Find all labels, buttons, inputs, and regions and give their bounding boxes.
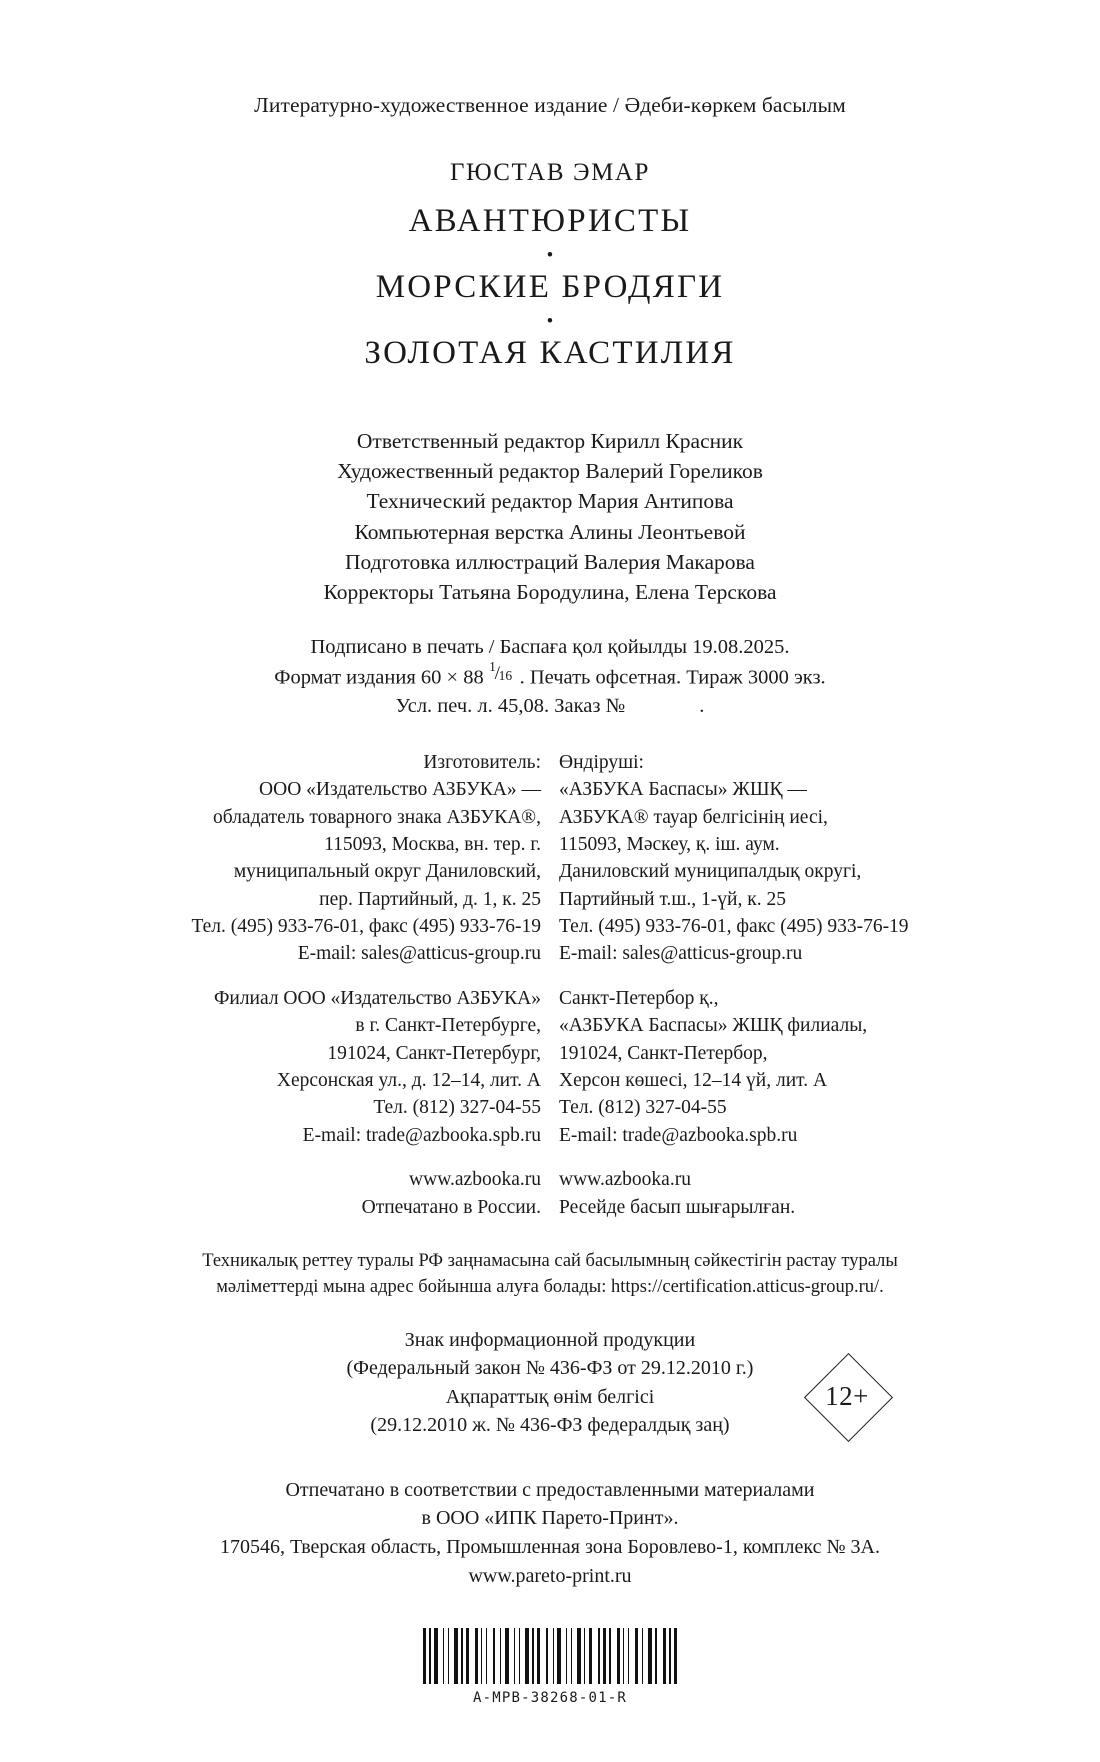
credit-line: Технический редактор Мария Антипова — [366, 489, 734, 514]
imprint-line: Отпечатано в России. — [361, 1196, 541, 1218]
credit-line: Компьютерная верстка Алины Леонтьевой — [354, 519, 746, 544]
imprint-line: Тел. (812) 327-04-55 — [373, 1097, 541, 1119]
imprint-line: 191024, Санкт-Петербор, — [559, 1042, 768, 1064]
book-title-1: АВАНТЮРИСТЫ — [408, 203, 692, 240]
credits-block — [0, 426, 1100, 607]
imprint-line: АЗБУКА® тауар белгісінің иесі, — [559, 806, 828, 828]
age-mark-line-2: (Федеральный закон № 436-ФЗ от 29.12.2010 г.) — [346, 1357, 754, 1380]
barcode-section — [0, 1628, 1100, 1706]
imprint-line: Тел. (495) 933-76-01, факс (495) 933-76-19 — [559, 916, 909, 938]
imprint-line: Даниловский муниципалдық округі, — [559, 861, 862, 883]
imprint-line: Ресейде басып шығарылған. — [559, 1196, 796, 1218]
imprint-block-manufacturer-ru — [181, 749, 541, 968]
barcode-image — [423, 1628, 678, 1684]
imprint-website-kz[interactable]: www.azbooka.ru — [559, 1169, 691, 1191]
age-mark-line-3: Ақпараттық өнім белгісі — [445, 1385, 655, 1408]
age-mark-line-4: (29.12.2010 ж. № 436-ФЗ федералдық заң) — [370, 1414, 730, 1437]
imprint-email-moscow-kz[interactable]: E-mail: sales@atticus-group.ru — [559, 943, 803, 965]
signed-to-print-line: Подписано в печать / Баспаға қол қойылды 19.08.2025. — [310, 636, 790, 659]
imprint-block-web-kz — [559, 1166, 919, 1221]
imprint-email-spb-ru[interactable]: E-mail: trade@azbooka.spb.ru — [302, 1124, 541, 1146]
imprint-line: Тел. (812) 327-04-55 — [559, 1097, 727, 1119]
certification-link-line[interactable]: мәліметтерді мына адрес бойынша алуға болады: https://certification.atticus-group.ru/. — [216, 1277, 884, 1298]
title-separator-dot-1: • — [546, 244, 554, 266]
printing-house-block — [0, 1476, 1100, 1590]
format-suffix: . Печать офсетная. Тираж 3000 экз. — [519, 666, 826, 689]
book-title-2: МОРСКИЕ БРОДЯГИ — [375, 269, 725, 306]
imprint-website-ru[interactable]: www.azbooka.ru — [409, 1169, 541, 1191]
imprint-column-kazakh — [550, 749, 919, 1221]
printer-website[interactable]: www.pareto-print.ru — [468, 1564, 632, 1587]
fraction-denominator: 16 — [498, 668, 513, 684]
sheets-period: . — [699, 695, 705, 718]
certification-note — [0, 1248, 1100, 1301]
imprint-two-columns — [0, 749, 1100, 1221]
imprint-line: 191024, Санкт-Петербург, — [327, 1042, 541, 1064]
imprint-line: Партийный т.ш., 1-үй, к. 25 — [559, 888, 786, 910]
printer-line-2: в ООО «ИПК Парето-Принт». — [421, 1507, 679, 1530]
fraction-numerator: 1 — [489, 658, 496, 674]
age-rating-label: 12+ — [825, 1381, 869, 1412]
credit-line: Художественный редактор Валерий Гореликов — [337, 459, 763, 484]
imprint-line: в г. Санкт-Петербурге, — [355, 1015, 541, 1037]
print-data-block — [0, 633, 1100, 721]
printer-line-1: Отпечатано в соответствии с предоставленными материалами — [285, 1478, 815, 1501]
age-mark-line-1: Знак информационной продукции — [404, 1328, 696, 1351]
imprint-line: Херсонская ул., д. 12–14, лит. А — [276, 1070, 541, 1092]
imprint-line: Тел. (495) 933-76-01, факс (495) 933-76-19 — [191, 916, 541, 938]
author-name: ГЮСТАВ ЭМАР — [449, 158, 651, 186]
format-fraction — [489, 658, 520, 685]
imprint-block-web-ru — [181, 1166, 541, 1221]
imprint-email-spb-kz[interactable]: E-mail: trade@azbooka.spb.ru — [559, 1124, 798, 1146]
imprint-line: Херсон көшесі, 12–14 үй, лит. А — [559, 1070, 828, 1092]
sheets-text: Усл. печ. л. 45,08. Заказ № — [395, 695, 626, 718]
barcode-label: A-MPB-38268-01-R — [472, 1690, 628, 1707]
imprint-column-russian — [181, 749, 550, 1221]
imprint-email-moscow-ru[interactable]: E-mail: sales@atticus-group.ru — [297, 943, 541, 965]
imprint-line: Филиал ООО «Издательство АЗБУКА» — [213, 987, 541, 1009]
fraction-bar: / — [494, 663, 501, 685]
book-title-3: ЗОЛОТАЯ КАСТИЛИЯ — [364, 335, 736, 372]
imprint-line: Өндіруші: — [559, 751, 644, 773]
imprint-line: ООО «Издательство АЗБУКА» — — [259, 779, 541, 801]
printer-line-3: 170546, Тверская область, Промышленная зона Боровлево-1, комплекс № 3А. — [220, 1536, 880, 1559]
credit-line: Ответственный редактор Кирилл Красник — [356, 429, 744, 454]
age-mark-section — [0, 1326, 1100, 1440]
imprint-line: «АЗБУКА Баспасы» ЖШҚ — — [559, 779, 807, 801]
age-rating-badge — [804, 1354, 890, 1440]
certification-line-1: Техникалық реттеу туралы РФ заңнамасына сай басылымның сәйкестігін растау туралы — [202, 1250, 898, 1271]
imprint-block-branch-kz — [559, 985, 919, 1149]
imprint-line: Санкт-Петербор қ., — [559, 987, 719, 1009]
imprint-block-manufacturer-kz — [559, 749, 919, 968]
imprint-line: 115093, Мәскеу, қ. іш. аум. — [559, 833, 780, 855]
format-line — [0, 658, 1100, 693]
sheets-order-line — [0, 692, 1100, 721]
imprint-line: обладатель товарного знака АЗБУКА®, — [213, 806, 541, 828]
age-mark-text — [0, 1326, 1100, 1440]
colophon-page — [0, 93, 1100, 1762]
edition-kicker: Литературно-художественное издание / Әдеби-көркем басылым — [254, 93, 846, 117]
imprint-block-branch-ru — [181, 985, 541, 1149]
credit-line: Подготовка иллюстраций Валерия Макарова — [345, 549, 755, 574]
format-prefix: Формат издания 60 × 88 — [274, 666, 489, 689]
imprint-line: 115093, Москва, вн. тер. г. — [324, 833, 541, 855]
imprint-line: Изготовитель: — [423, 751, 541, 773]
title-block — [0, 157, 1100, 378]
imprint-line: муниципальный округ Даниловский, — [233, 861, 541, 883]
title-separator-dot-2: • — [546, 310, 554, 332]
imprint-line: пер. Партийный, д. 1, к. 25 — [319, 888, 541, 910]
credit-line: Корректоры Татьяна Бородулина, Елена Терскова — [323, 580, 777, 605]
imprint-line: «АЗБУКА Баспасы» ЖШҚ филиалы, — [559, 1015, 868, 1037]
